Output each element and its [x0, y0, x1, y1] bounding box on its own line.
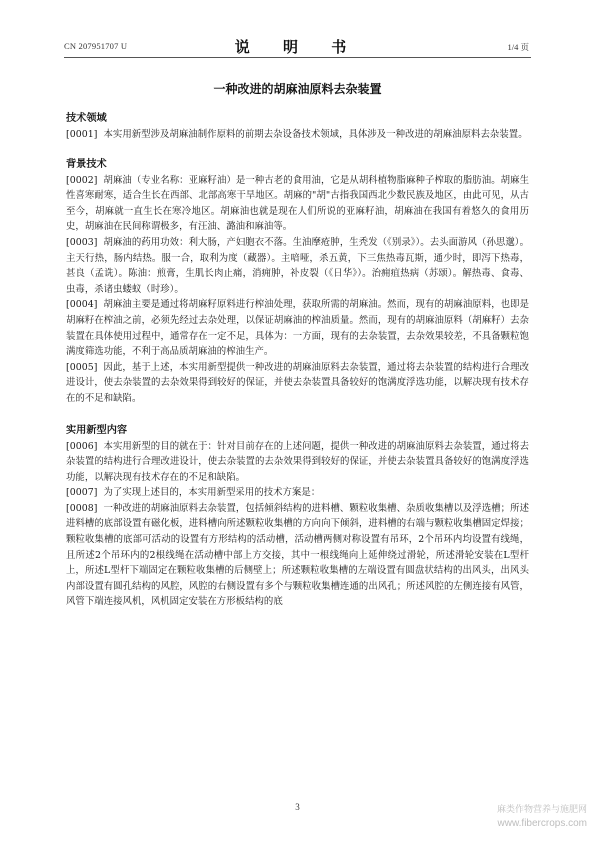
paragraph-number: [0005] [66, 361, 98, 373]
document-type: 说 明 书 [234, 38, 361, 56]
paragraph [66, 360, 529, 407]
paragraph-number: [0004] [66, 299, 98, 311]
paragraph-number: [0001] [66, 129, 98, 140]
paragraph-number: [0008] [66, 502, 98, 514]
document-body [66, 111, 529, 610]
section-heading-background: 背景技术 [66, 157, 107, 170]
paragraph [66, 235, 529, 297]
paragraph-number: [0007] [66, 487, 98, 499]
paragraph [66, 501, 529, 610]
paragraph-text: 胡麻油的药用功效：利大肠，产妇胞衣不落。生油摩疮肿，生秃发（《别录》）。去头面游风（孙思邈）。主天行热，肠内结热。服一合，取利为度（藏器）。主喑哑，杀五黄，下三焦热毒瓦斯，通少时，即泻下热毒，甚良（孟诜）。陈油：煎膏，生肌长肉止痛，消痈肿，补皮裂（《日华》）。治痈疽热病（苏颂）。解热毒、食毒、虫毒，杀诸虫蝼蚁（时珍）。 [66, 236, 529, 295]
watermark-url: www.fibercrops.com [497, 818, 587, 829]
paragraph-number: [0002] [66, 174, 98, 186]
paragraph-text: 本实用新型涉及胡麻油制作原料的前期去杂设备技术领域，具体涉及一种改进的胡麻油原料去杂装置。 [103, 129, 528, 140]
paragraph [66, 297, 529, 359]
paragraph-text: 一种改进的胡麻油原料去杂装置，包括倾斜结构的进料槽、颗粒收集槽、杂质收集槽以及浮选槽；所述进料槽的底部设置有磁化板，进料槽向所述颗粒收集槽的方向向下倾斜，进料槽的右端与颗粒收集槽固定焊接；颗粒收集槽的底部可活动的设置有方形结构的活动槽，活动槽两侧对称设置有吊环，2个吊环内均设置有线绳，且所述2个吊环内的2根线绳在活动槽中部上方交接，其中一根线绳向上延伸绕过滑轮，所述滑轮安装在L型杆上，所述L型杆下端固定在颗粒收集槽的后侧壁上；所述颗粒收集槽的左端设置有圆盘状结构的出风头，出风头内部设置有圆孔结构的风腔，风腔的右侧设置有多个与颗粒收集槽连通的出风孔；所述风腔的左侧连接有风管，风管下端连接风机，风机固定安装在方形板结构的底 [66, 502, 529, 608]
watermark-site-name: 麻类作物营养与施肥网 [496, 805, 587, 815]
paragraph [66, 439, 529, 486]
paragraph-text: 本实用新型的目的就在于：针对目前存在的上述问题，提供一种改进的胡麻油原料去杂装置，通过将去杂装置的结构进行合理改进设计，使去杂装置的去杂效果得到较好的保证，并使去杂装置具备较好的饱满度浮选功能，以解决现有技术存在的不足和缺陷。 [66, 440, 529, 483]
patent-number: CN 207951707 U [64, 41, 128, 51]
page-indicator: 1/4 页 [507, 42, 529, 52]
page-number: 3 [295, 802, 300, 812]
watermark [497, 804, 587, 830]
document-title: 一种改进的胡麻油原料去杂装置 [213, 82, 382, 96]
paragraph-text: 胡麻油主要是通过将胡麻籽原料进行榨油处理，获取所需的胡麻油。然而，现有的胡麻油原料，也即是胡麻籽在榨油之前，必须先经过去杂处理，以保证胡麻油的榨油质量。然而，现有的胡麻油原料（胡麻籽）去杂装置在具体使用过程中，通常存在一定不足，具体为：一方面，现有的去杂装置，去杂效果较差，不具备颗粒饱满度筛选功能，不利于高品质胡麻油的榨油生产。 [66, 299, 529, 358]
section-heading-field: 技术领域 [66, 112, 107, 124]
header-divider [64, 57, 531, 58]
paragraph-text: 为了实现上述目的，本实用新型采用的技术方案是： [103, 487, 321, 499]
paragraph-number: [0006] [66, 440, 98, 452]
paragraph-text: 胡麻油（专业名称：亚麻籽油）是一种古老的食用油，它是从胡科植物脂麻种子榨取的脂肪油。胡麻生性喜寒耐寒，适合生长在西部、北部高寒干旱地区。胡麻的"胡"古指我国西北少数民族及地区，由此可见，从古至今，胡麻就一直生长在寒冷地区。胡麻油也就是现在人们所说的亚麻籽油，胡麻油在我国有着悠久的食用历史，胡麻油在民间称谓极多，有汪油、潞油和麻油等。 [66, 174, 529, 233]
section-heading-utility: 实用新型内容 [66, 423, 128, 436]
paragraph-number: [0003] [66, 236, 98, 248]
paragraph [66, 173, 529, 235]
paragraph [66, 485, 529, 501]
paragraph-text: 因此，基于上述，本实用新型提供一种改进的胡麻油原料去杂装置，通过将去杂装置的结构进行合理改进设计，使去杂装置的去杂效果得到较好的保证，并使去杂装置具备较好的饱满度浮选功能，以解决现有技术存在的不足和缺陷。 [66, 361, 529, 404]
paragraph [66, 127, 529, 143]
